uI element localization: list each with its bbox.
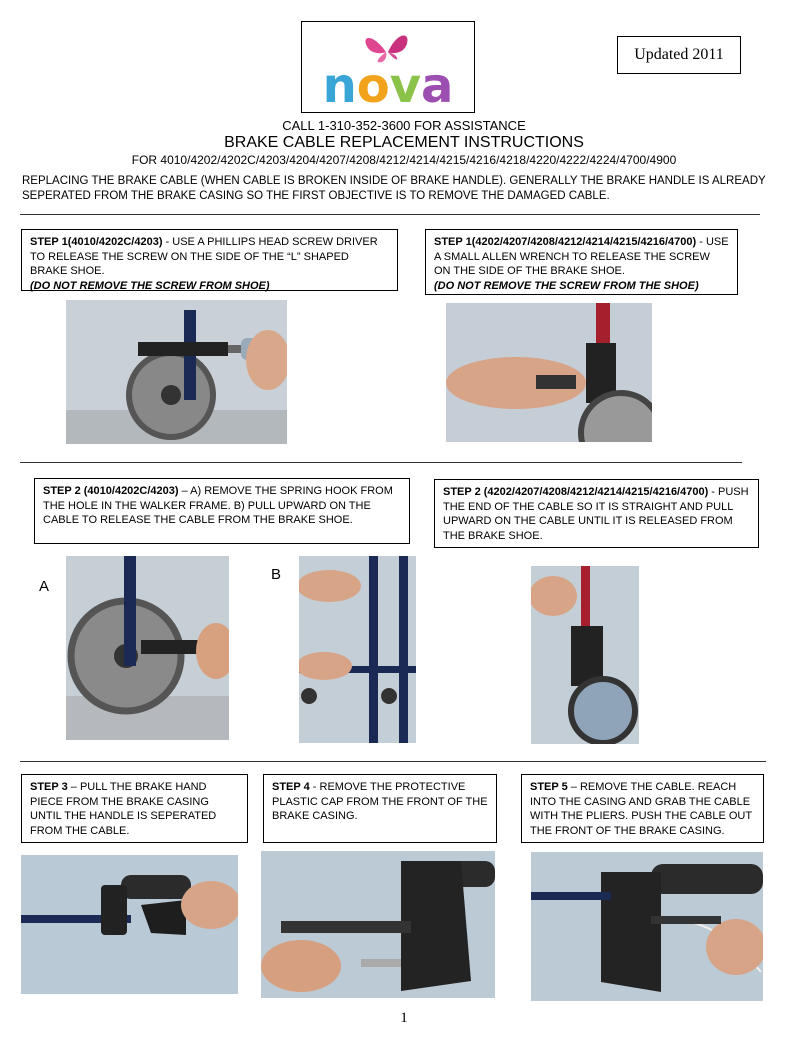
- photo-step2-pull-cable: [299, 556, 416, 743]
- step1-box-b: [425, 229, 738, 295]
- photo-label-b: B: [271, 566, 282, 583]
- step-warning: (DO NOT REMOVE THE SCREW FROM SHOE): [30, 279, 270, 292]
- step-text: – REMOVE THE CABLE. REACH INTO THE CASING AND GRAB THE CABLE WITH THE PLIERS. PUSH THE CABLE OUT THE FRONT OF THE BRAKE CASING.: [530, 781, 752, 837]
- page-number: 1: [400, 1010, 408, 1026]
- step-text: – PULL THE BRAKE HAND PIECE FROM THE BRAKE CASING UNTIL THE HANDLE IS SEPERATED FROM THE CABLE.: [30, 781, 217, 837]
- step-text: - USE A SMALL ALLEN WRENCH TO RELEASE THE SCREW ON THE SIDE OF THE BRAKE SHOE.: [434, 236, 729, 277]
- step-heading: STEP 4: [272, 781, 310, 793]
- step4-box: [263, 774, 497, 843]
- divider: [20, 214, 760, 215]
- step-heading: STEP 3: [30, 781, 68, 793]
- nova-logo-graphic: [302, 22, 474, 112]
- step1-box-a: [21, 229, 398, 291]
- step-text: - REMOVE THE PROTECTIVE PLASTIC CAP FROM THE FRONT OF THE BRAKE CASING.: [272, 781, 488, 822]
- model-list: FOR 4010/4202/4202C/4203/4204/4207/4208/4212/4214/4215/4216/4218/4220/4222/4224/4700/4900: [131, 153, 677, 167]
- svg-text:nova: nova: [322, 58, 454, 112]
- intro-paragraph: REPLACING THE BRAKE CABLE (WHEN CABLE IS BROKEN INSIDE OF BRAKE HANDLE). GENERALLY THE BRAKE HANDLE IS ALREADY SEPERATED FROM THE BRAKE CASING SO THE FIRST OBJECTIVE IS TO REMOVE THE DAMAGED CABLE.: [22, 175, 766, 202]
- step-heading: STEP 2 (4202/4207/4208/4212/4214/4215/4216/4700): [443, 486, 709, 498]
- step-heading: STEP 1(4202/4207/4208/4212/4214/4215/4216/4700): [434, 236, 697, 248]
- step-warning: (DO NOT REMOVE THE SCREW FROM THE SHOE): [434, 279, 699, 292]
- step2-box-b: [434, 479, 759, 548]
- step-heading: STEP 5: [530, 781, 568, 793]
- photo-step1-screwdriver: [66, 300, 287, 444]
- step-heading: STEP 2 (4010/4202C/4203): [43, 485, 179, 497]
- step-heading: STEP 1(4010/4202C/4203): [30, 236, 163, 248]
- photo-step5-remove-cable: [531, 852, 763, 1001]
- assistance-phone: CALL 1-310-352-3600 FOR ASSISTANCE: [282, 118, 526, 133]
- photo-step3-hand-piece: [21, 855, 238, 994]
- step5-box: [521, 774, 764, 843]
- step-text: - USE A PHILLIPS HEAD SCREW DRIVER TO RELEASE THE SCREW ON THE SIDE OF THE “L” SHAPED BRAKE SHOE.: [30, 236, 378, 277]
- photo-step2-spring-hook: [66, 556, 229, 740]
- step-text: – A) REMOVE THE SPRING HOOK FROM THE HOLE IN THE WALKER FRAME. B) PULL UPWARD ON THE CABLE TO RELEASE THE CABLE FROM THE BRAKE SHOE.: [43, 485, 393, 526]
- photo-step4-plastic-cap: [261, 851, 495, 998]
- photo-step1-allen-wrench: [446, 303, 652, 442]
- divider: [20, 761, 766, 762]
- updated-label: Updated 2011: [617, 36, 741, 74]
- photo-label-a: A: [39, 578, 50, 595]
- page-title: BRAKE CABLE REPLACEMENT INSTRUCTIONS: [224, 134, 584, 151]
- step2-box-a: [34, 478, 410, 544]
- step3-box: [21, 774, 248, 843]
- photo-step2-push-cable: [531, 566, 639, 744]
- step-text: - PUSH THE END OF THE CABLE SO IT IS STRAIGHT AND PULL UPWARD ON THE CABLE UNTIL IT IS RELEASED FROM THE BRAKE SHOE.: [443, 486, 749, 542]
- divider: [20, 462, 742, 463]
- nova-logo: [301, 21, 475, 113]
